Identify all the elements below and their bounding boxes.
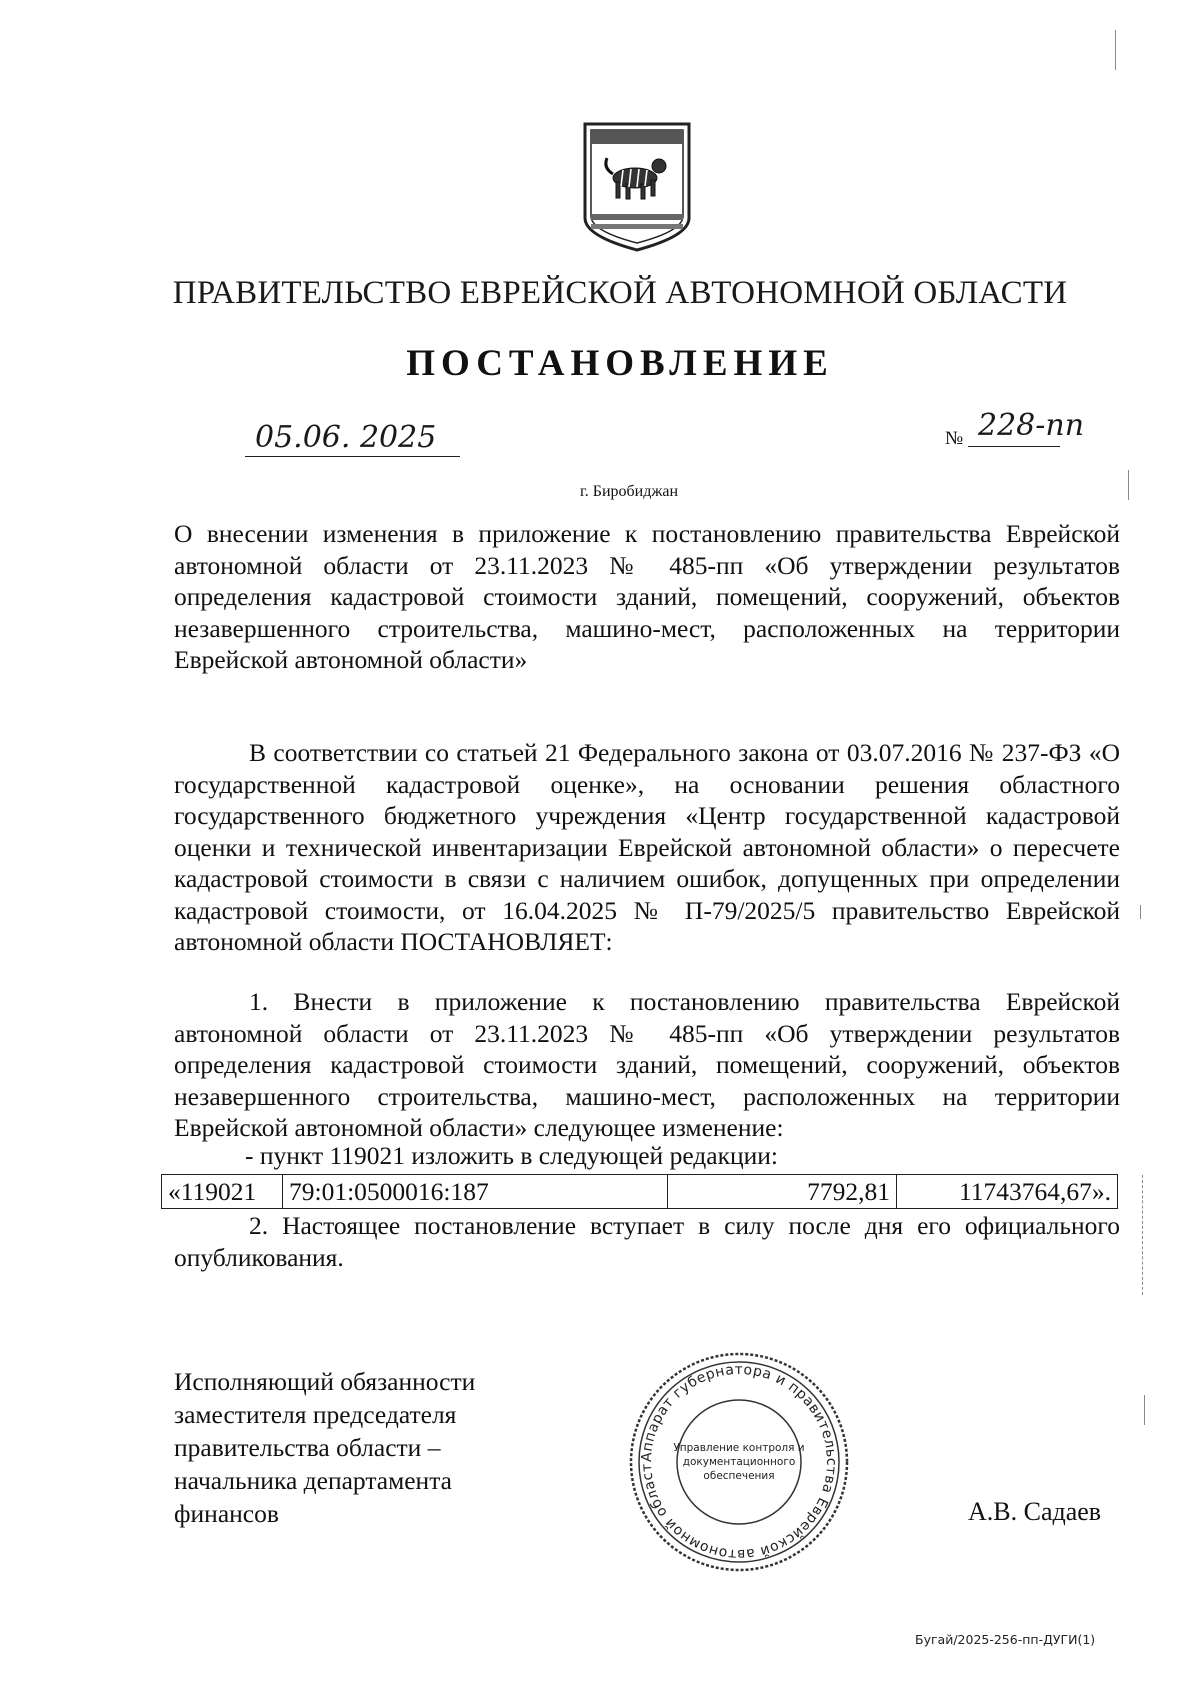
preamble-paragraph: В соответствии со статьей 21 Федерального закона от 03.07.2016 № 237-ФЗ «О государственной кадастровой оценке», на основании решения областного государственного бюджетного учреждения «Центр государственной кадастровой оценки и технической инвентаризации Еврейской автономной области» о пересчете кадастровой стоимости в связи с наличием ошибок, допущенных при определении кадастровой стоимости, от 16.04.2025 № П-79/2025/5 правительство Еврейской автономной области ПОСТАНОВЛЯЕТ: xyxy=(174,738,1120,956)
cell-cadastral-value: 11743764,67». xyxy=(897,1175,1118,1209)
table-row xyxy=(162,1175,1118,1209)
signer-position xyxy=(174,1365,574,1530)
item-1-dash-line: - пункт 119021 изложить в следующей редакции: xyxy=(245,1141,779,1170)
amendment-table xyxy=(161,1174,1118,1209)
stamp-outer-text: Аппарат губернатора и правительства Еврейской автономной област xyxy=(638,1361,840,1563)
city: г. Биробиджан xyxy=(580,483,679,500)
stamp-inner-line: обеспечения xyxy=(703,1470,775,1482)
cell-item-number: «119021 xyxy=(162,1175,283,1209)
official-stamp xyxy=(624,1347,854,1577)
document-date: 05.06. 2025 xyxy=(255,420,437,455)
footer-reference: Бугай/2025-256-пп-ДУГИ(1) xyxy=(915,1632,1096,1647)
scan-mark xyxy=(1128,470,1129,500)
scan-mark xyxy=(1140,905,1141,919)
date-underline xyxy=(245,456,460,457)
number-underline xyxy=(968,446,1060,447)
signer-position-line: финансов xyxy=(174,1499,279,1528)
document-number: 228-пп xyxy=(978,408,1085,443)
signer-position-line: начальника департамента xyxy=(174,1466,452,1495)
document-subject: О внесении изменения в приложение к постановлению правительства Еврейской автономной области от 23.11.2023 № 485-пп «Об утверждении результатов определения кадастровой стоимости зданий, помещений, сооружений, объектов незавершенного строительства, машино-мест, расположенных на территории Еврейской автономной области» xyxy=(174,519,1120,674)
scan-mark xyxy=(1144,1395,1145,1425)
scan-mark xyxy=(1115,30,1116,70)
stamp-inner-line: документационного xyxy=(682,1456,796,1468)
number-sign: № xyxy=(945,428,964,449)
item-2-paragraph: 2. Настоящее постановление вступает в силу после дня его официального опубликования. xyxy=(174,1211,1120,1272)
government-title: ПРАВИТЕЛЬСТВО ЕВРЕЙСКОЙ АВТОНОМНОЙ ОБЛАСТИ xyxy=(172,275,1068,311)
signer-position-line: Исполняющий обязанности xyxy=(174,1367,476,1396)
signer-name: А.В. Садаев xyxy=(968,1497,1102,1526)
signer-position-line: правительства области – xyxy=(174,1433,441,1462)
item-1-paragraph: 1. Внести в приложение к постановлению правительства Еврейской автономной области от 23.11.2023 № 485-пп «Об утверждении результатов определения кадастровой стоимости зданий, помещений, сооружений, объектов незавершенного строительства, машино-мест, расположенных на территории Еврейской автономной области» следующее изменение: xyxy=(174,987,1120,1142)
cell-cadastral-number: 79:01:0500016:187 xyxy=(283,1175,668,1209)
coat-of-arms xyxy=(577,118,697,258)
document-type: ПОСТАНОВЛЕНИЕ xyxy=(406,343,834,384)
signer-position-line: заместителя председателя xyxy=(174,1400,457,1429)
scan-mark xyxy=(1142,1175,1143,1295)
cell-area: 7792,81 xyxy=(668,1175,897,1209)
stamp-inner-line: Управление контроля и xyxy=(673,1442,805,1454)
